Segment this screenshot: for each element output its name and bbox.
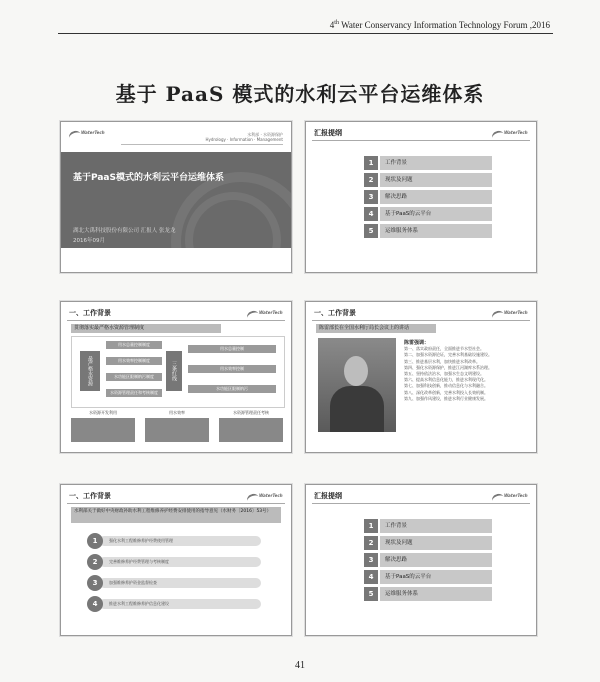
company-logo: WaterTech — [69, 128, 105, 142]
slide-subtitle: 贯彻落实最严格水资源管理制度 — [71, 324, 221, 333]
cover-organization: 湖北大禹科技股份有限公司 汇报人 张龙龙 — [73, 228, 176, 234]
policy-diagram — [71, 336, 285, 408]
diagram-center-label: 三条红线 — [166, 351, 182, 391]
cover-header-line1: 水利部 · 水资源保护 — [247, 132, 283, 137]
diagram-box: 用水效率控制制度 — [106, 357, 162, 365]
company-logo: WaterTech — [492, 308, 528, 322]
cover-date: 2016年09月 — [73, 238, 105, 244]
slide-agenda-repeat — [305, 484, 537, 636]
slide-title: 汇报提纲 — [314, 129, 342, 137]
agenda-item: 1 工作背景 — [364, 519, 504, 533]
diagram-bottom-block: 用水效率 — [145, 410, 209, 446]
agenda-item: 4 基于PaaS的云平台 — [364, 207, 504, 221]
cover-divider — [121, 144, 283, 145]
slide-divider — [312, 320, 530, 321]
list-item: 推进水利工程维修养护信息化建设 4 — [87, 596, 267, 612]
slide-cover — [60, 121, 292, 273]
agenda-list — [364, 519, 504, 604]
diagram-box: 水功能区限制纳污制度 — [106, 373, 162, 381]
agenda-list — [364, 156, 504, 241]
running-header — [330, 20, 550, 30]
slide-background-diagram — [60, 301, 292, 453]
agenda-item: 3 解决思路 — [364, 553, 504, 567]
slide-divider — [67, 503, 285, 504]
diagram-box: 用水效率控制 — [188, 365, 276, 373]
slide-title: 一、工作背景 — [69, 492, 111, 500]
header-ordinal: 4 — [329, 20, 335, 30]
company-logo: WaterTech — [247, 308, 283, 322]
header-title: Water Conservancy Information Technology Forum ,2016 — [341, 20, 550, 30]
slide-title: 一、工作背景 — [314, 309, 356, 317]
diagram-box: 水功能区限制纳污 — [188, 385, 276, 393]
page-title: 基于 PaaS 模式的水利云平台运维体系 — [115, 82, 485, 106]
speech-text: 陈雷强调： 第一、落实政府责任，全面推进节水型社会。 第二、加强水资源论证，完善水利基础设施建设。 第三、推进基层水利，加快推进水利改革。 第四、强化水资源保护，推进江河湖库水系治理。 第五、坚持依法治水，加强水生态文明建设。 第六、提高水利信息化能力，推进水利现代化。 第七、加强科技创新，推动信息化与水利融合。 第八、深化改革创新，完善水利投入长效机制。 第九、加强作风建设，推进水利行业健康发展。 — [404, 340, 492, 401]
slide-background-list — [60, 484, 292, 636]
slide-title: 汇报提纲 — [314, 492, 342, 500]
slide-divider — [67, 320, 285, 321]
agenda-item: 5 运维服务体系 — [364, 224, 504, 238]
diagram-bottom-block: 水资源开发利用 — [71, 410, 135, 446]
header-ordinal-suffix: th — [334, 20, 339, 26]
list-item: 强化水利工程维修养护经费使用管理 1 — [87, 533, 267, 549]
diagram-left-label: 最严格水资源 — [80, 351, 100, 391]
cover-header-line2: Hydrology · Information · Management — [205, 137, 283, 142]
list-item: 完善维修养护经费管理与考核制度 2 — [87, 554, 267, 570]
agenda-item: 3 解决思路 — [364, 190, 504, 204]
cover-header — [205, 132, 283, 142]
agenda-item: 1 工作背景 — [364, 156, 504, 170]
agenda-item: 5 运维服务体系 — [364, 587, 504, 601]
list-item: 加强维修养护资金监督检查 3 — [87, 575, 267, 591]
slide-subtitle: 水利部关于做好中央财政补助水利工程维修养护经费安排使用的指导意见（水财务〔2016〕53号） — [71, 507, 281, 523]
header-rule — [58, 33, 553, 34]
diagram-box: 用水总量控制 — [188, 345, 276, 353]
diagram-box: 水资源管理责任和考核制度 — [106, 389, 162, 397]
speaker-photo — [318, 338, 396, 432]
diagram-box: 用水总量控制制度 — [106, 341, 162, 349]
agenda-item: 2 现状及问题 — [364, 173, 504, 187]
slide-divider — [312, 140, 530, 141]
diagram-bottom-block: 水资源管理责任考核 — [219, 410, 283, 446]
company-logo: WaterTech — [247, 491, 283, 505]
company-logo: WaterTech — [492, 128, 528, 142]
slide-subtitle: 陈雷部长在全国水利厅局长会议上的讲话 — [316, 324, 436, 333]
company-logo: WaterTech — [492, 491, 528, 505]
agenda-item: 4 基于PaaS的云平台 — [364, 570, 504, 584]
slide-divider — [312, 503, 530, 504]
slide-title: 一、工作背景 — [69, 309, 111, 317]
slide-agenda — [305, 121, 537, 273]
cover-title: 基于PaaS模式的水利云平台运维体系 — [73, 173, 224, 183]
page-number: 41 — [295, 660, 305, 671]
slide-background-speech — [305, 301, 537, 453]
agenda-item: 2 现状及问题 — [364, 536, 504, 550]
numbered-list — [87, 533, 267, 617]
